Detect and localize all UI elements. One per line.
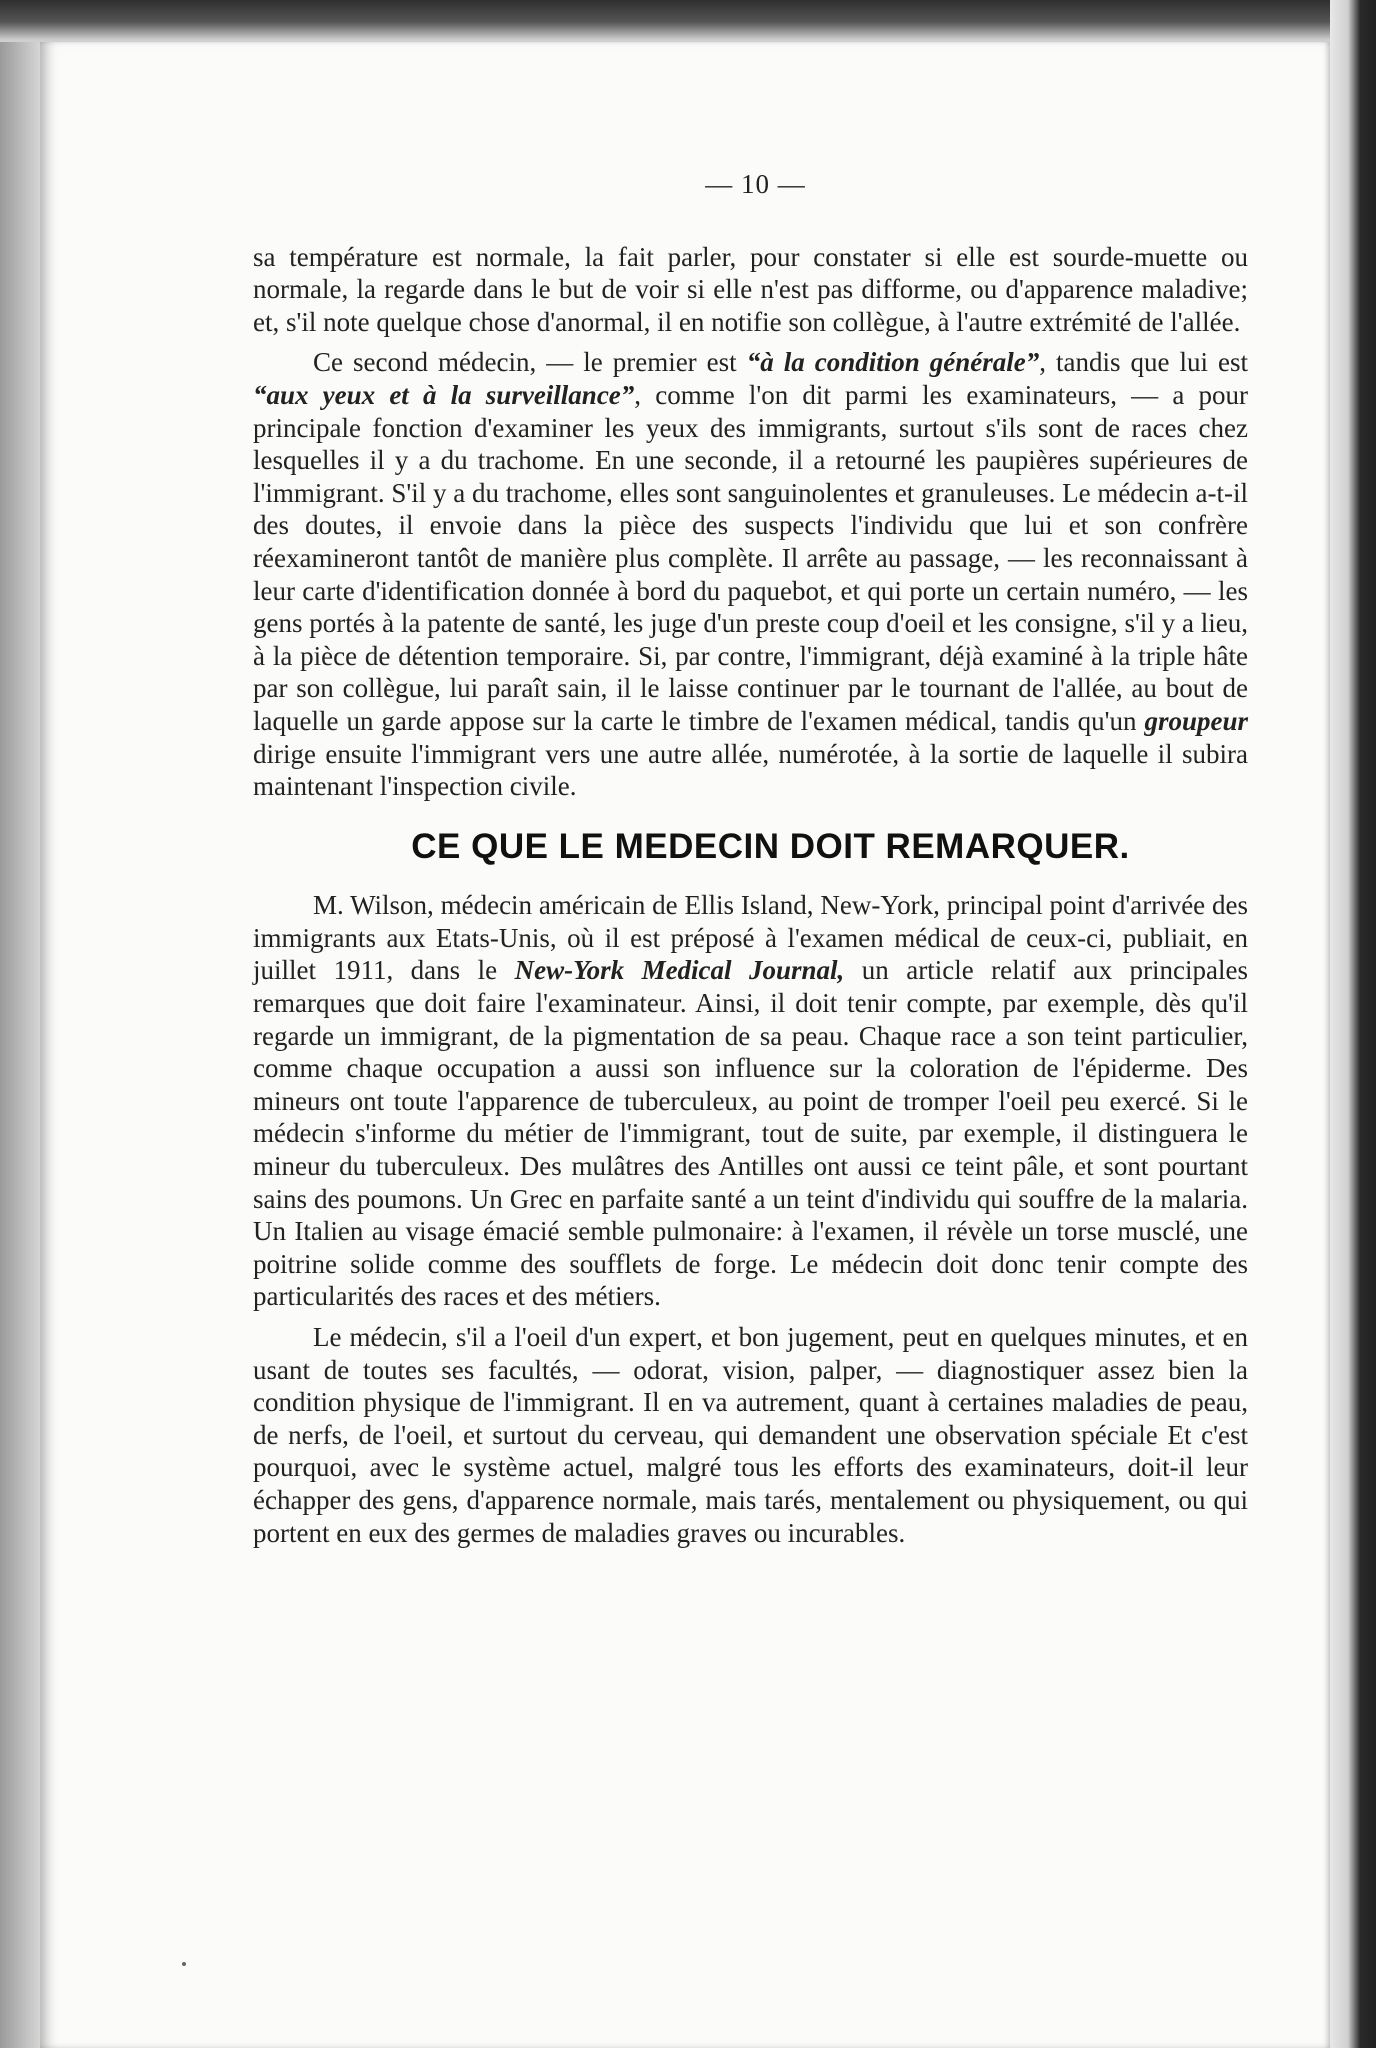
paragraph-2-text-a: Ce second médecin, — le premier est <box>313 347 747 378</box>
paragraph-4: Le médecin, s'il a l'oeil d'un expert, et bon jugement, peut en quelques minutes, et en usant de toutes ses facultés, — odorat, vision, palper, — diagnostiquer assez bien la condition physique de l'immigrant. Il en va autrement, quant à certaines maladies de peau, de nerfs, de l'oeil, et surtout du cerveau, qui demandent une observation spéciale Et c'est pourquoi, avec le système actuel, malgré tous les efforts des examinateurs, doit-il leur échapper des gens, d'apparence normale, mais tarés, mentalement ou physiquement, ou qui portent en eux des germes de maladies graves ou incurables. <box>253 1322 1248 1548</box>
book-fore-edge <box>1330 0 1376 2048</box>
paragraph-2-italic-surveillance: “aux yeux et à la surveillance” <box>253 379 635 410</box>
paragraph-3 <box>253 889 1248 1313</box>
paragraph-2-italic-condition: “à la condition générale” <box>746 347 1040 378</box>
paragraph-2-text-d: dirige ensuite l'immigrant vers une autre allée, numérotée, à la sortie de laquelle il subira maintenant l'inspection civile. <box>253 738 1248 802</box>
paragraph-3-text-b: un article relatif aux principales remarques que doit faire l'examinateur. Ainsi, il doit tenir compte, par exemple, dès qu'il regarde un immigrant, de la pigmentation de sa peau. Chaque race a son teint particulier, comme chaque occupation a aussi son influence sur la coloration de l'épiderme. Des mineurs ont toute l'apparence de tuberculeux, au point de tromper l'oeil peu exercé. Si le médecin s'informe du métier de l'immigrant, tout de suite, par exemple, il distinguera le mineur du tuberculeux. Des mulâtres des Antilles ont aussi ce teint pâle, et sont pourtant sains des poumons. Un Grec en parfaite santé a un teint d'individu qui souffre de la malaria. Un Italien au visage émacié semble pulmonaire: à l'examen, il révèle un torse musclé, une poitrine solide comme des soufflets de forge. Le médecin doit donc tenir compte des particularités des races et des métiers. <box>253 955 1249 1312</box>
section-heading: CE QUE LE MEDECIN DOIT REMARQUER. <box>411 826 1130 866</box>
paragraph-3-text-a: M. Wilson, médecin américain de Ellis Island, New-York, principal point d'arrivée des immigrants aux Etats-Unis, où il est préposé à l'examen médical de ceux-ci, publiait, en juillet 1911, dans le <box>253 890 1248 986</box>
paragraph-2-italic-groupeur: groupeur <box>1144 705 1248 736</box>
paragraph-1: sa température est normale, la fait parler, pour constater si elle est sourde-muette ou normale, la regarde dans le but de voir si elle n'est pas difforme, ou d'apparence maladive; et, s'il note quelque chose d'anormal, il en notifie son collègue, à l'autre extrémité de l'allée. <box>253 241 1248 337</box>
paragraph-2-text-c: , comme l'on dit parmi les examinateurs, — a pour principale fonction d'examiner les yeux des immigrants, surtout s'ils sont de races chez lesquelles il y a du trachome. En une seconde, il a retourné les paupières supérieures de l'immigrant. S'il y a du trachome, elles sont sanguinolentes et granuleuses. Le médecin a-t-il des doutes, il envoie dans la pièce des suspects l'individu que lui et son confrère réexamineront tantôt de manière plus complète. Il arrête au passage, — les reconnaissant à leur carte d'identification donnée à bord du paquebot, et qui porte un certain numéro, — les gens portés à la patente de santé, les juge d'un preste coup d'oeil et les consigne, s'il y a lieu, à la pièce de détention temporaire. Si, par contre, l'immigrant, déjà examiné à la triple hâte par son collègue, lui paraît sain, il le laisse continuer par le tournant de l'allée, au bout de laquelle un garde appose sur la carte le timbre de l'examen médical, tandis qu'un <box>253 379 1248 736</box>
paragraph-2 <box>253 346 1248 802</box>
paragraph-3-italic-journal: New-York Medical Journal, <box>514 955 845 986</box>
page-number: — 10 — <box>705 169 806 199</box>
paragraph-2-text-b: , tandis que lui est <box>1039 347 1249 378</box>
page-content <box>253 168 1248 1549</box>
scan-speck <box>182 1962 186 1966</box>
scan-top-edge <box>0 0 1376 42</box>
